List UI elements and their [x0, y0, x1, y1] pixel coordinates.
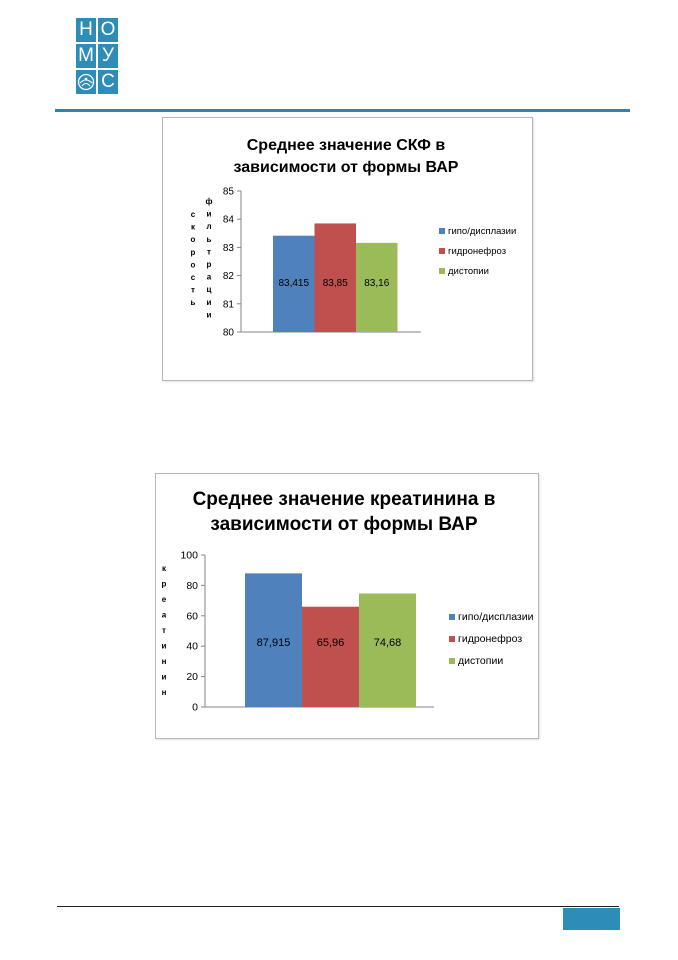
chart-gfr	[162, 117, 533, 381]
header-divider	[55, 109, 630, 112]
y-axis-label-letter: н	[161, 657, 167, 666]
bar-2	[302, 607, 359, 707]
legend-entry: дистопии	[458, 655, 504, 667]
y-axis-label-letter: о	[190, 260, 196, 270]
chart-title: Среднее значение креатинина в	[192, 489, 496, 510]
legend-entry: гипо/дисплазии	[458, 611, 534, 623]
legend-entry: гидронефроз	[458, 633, 523, 645]
y-axis-label-letter: и	[206, 310, 212, 320]
y-axis-label-letter: а	[161, 610, 167, 620]
footer-page-tab	[563, 908, 620, 930]
chart-creatinine-svg	[156, 474, 538, 738]
y-tick-label: 81	[222, 299, 234, 311]
bar-3	[359, 593, 416, 707]
legend-swatch	[439, 248, 445, 254]
y-axis-label-letter: и	[161, 641, 167, 651]
legend-entry: гидронефроз	[448, 246, 507, 257]
y-tick-label: 83	[222, 242, 234, 254]
y-axis-label-letter: р	[190, 247, 196, 257]
chart-title: Среднее значение СКФ в	[246, 137, 446, 154]
y-axis-label-letter: о	[190, 235, 196, 245]
y-axis-label-letter: с	[190, 210, 196, 219]
legend-entry: дистопии	[448, 266, 489, 277]
globe-emblem-icon	[76, 70, 96, 94]
logo-letter: У	[98, 44, 118, 68]
bar-data-label: 87,915	[256, 637, 291, 649]
logo-letter: С	[98, 70, 118, 94]
y-axis-label-letter: ф	[205, 197, 213, 206]
y-axis-label-letter: т	[162, 626, 166, 635]
footer-divider	[57, 906, 619, 907]
y-axis-label-letter: н	[161, 688, 167, 697]
y-axis-label-letter: т	[191, 285, 195, 295]
logo-letter: О	[98, 18, 118, 42]
y-axis-label-letter: т	[207, 247, 211, 257]
y-tick-label: 60	[186, 610, 198, 623]
chart-creatinine	[155, 473, 539, 739]
legend-swatch	[449, 658, 455, 664]
legend-entry: гипо/дисплазии	[448, 226, 517, 237]
bar-data-label: 83,85	[322, 278, 348, 289]
y-axis-label-letter: ц	[206, 285, 212, 295]
bar-data-label: 83,16	[364, 278, 390, 289]
logo-letter: М	[76, 44, 96, 68]
y-tick-label: 40	[186, 640, 198, 653]
y-axis-label-letter: и	[206, 209, 212, 219]
chart-title: зависимости от формы ВАР	[210, 514, 478, 535]
legend-swatch	[439, 268, 445, 274]
y-axis-label-letter: р	[206, 260, 212, 269]
y-tick-label: 82	[222, 271, 234, 283]
y-axis-label-letter: к	[190, 222, 196, 232]
y-tick-label: 85	[222, 186, 234, 198]
y-axis-label-letter: и	[206, 297, 212, 307]
y-tick-label: 80	[186, 579, 198, 592]
y-tick-label: 84	[222, 214, 234, 226]
y-axis-label-letter: л	[206, 222, 212, 232]
y-axis-label-letter: ь	[190, 298, 196, 308]
legend-swatch	[449, 636, 455, 642]
nomus-logo	[76, 18, 118, 94]
y-axis-label-letter: к	[161, 564, 167, 573]
bar-data-label: 74,68	[373, 637, 402, 649]
y-tick-label: 100	[180, 549, 198, 562]
chart-title: зависимости от формы ВАР	[233, 159, 459, 176]
y-axis-label-letter: а	[206, 272, 212, 282]
y-tick-label: 0	[192, 701, 198, 714]
bar-data-label: 83,415	[278, 278, 310, 289]
chart-gfr-svg	[163, 118, 532, 380]
y-axis-label-letter: с	[190, 273, 196, 282]
legend-swatch	[449, 614, 455, 620]
y-axis-label-letter: р	[161, 579, 167, 589]
y-tick-label: 80	[222, 327, 234, 339]
bar-data-label: 65,96	[316, 637, 345, 649]
y-axis-label-letter: е	[161, 595, 167, 604]
legend-swatch	[439, 228, 445, 234]
logo-letter: Н	[76, 18, 96, 42]
y-tick-label: 20	[186, 671, 198, 684]
y-axis-label-letter: и	[161, 672, 167, 682]
y-axis-label-letter: ь	[206, 234, 212, 244]
